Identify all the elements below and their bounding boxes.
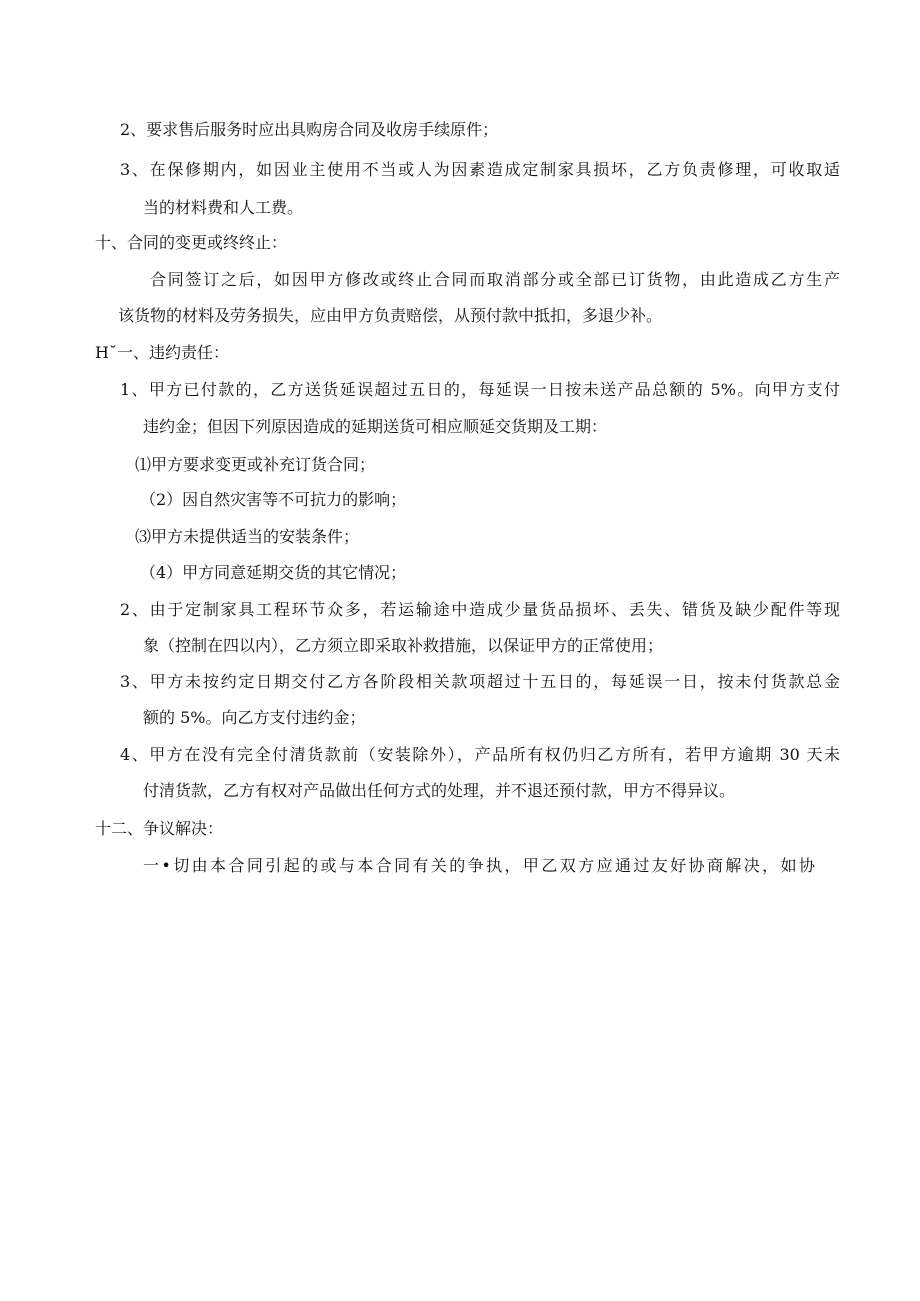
clause-11-item-1: 1、甲方已付款的，乙方送货延误超过五日的，每延误一日按未送产品总额的 5%。向甲方支付: [120, 380, 840, 399]
clause-11-item-3-cont: 额的 5%。向乙方支付违约金；: [143, 708, 366, 727]
clause-11-item-1-cont: 违约金；但因下列原因造成的延期送货可相应顺延交货期及工期：: [143, 417, 608, 436]
section-10-paragraph: 合同签订之后，如因甲方修改或终止合同而取消部分或全部已订货物，由此造成乙方生产: [150, 270, 840, 289]
clause-11-item-4: 4、甲方在没有完全付清货款前（安装除外），产品所有权仍归乙方所有，若甲方逾期 30 天未: [120, 745, 840, 764]
section-12-paragraph: 一•切由本合同引起的或与本合同有关的争执，甲乙双方应通过友好协商解决，如协: [143, 856, 815, 875]
sub-item-2: （2）因自然灾害等不可抗力的影响；: [140, 490, 407, 509]
clause-11-item-3: 3、甲方未按约定日期交付乙方各阶段相关款项超过十五日的，每延误一日，按未付货款总金: [120, 672, 840, 691]
sub-item-4: （4）甲方同意延期交货的其它情况；: [140, 563, 407, 582]
clause-9-item-3-cont: 当的材料费和人工费。: [143, 198, 304, 217]
section-11-heading: H˘一、违约责任：: [95, 343, 229, 362]
clause-11-item-2: 2、由于定制家具工程环节众多，若运输途中造成少量货品损坏、丢失、错货及缺少配件等现: [120, 600, 840, 619]
section-12-heading: 十二、争议解决：: [95, 819, 224, 838]
clause-11-item-2-cont: 象（控制在四以内），乙方须立即采取补救措施，以保证甲方的正常使用；: [143, 636, 664, 655]
section-10-paragraph-cont: 该货物的材料及劳务损失，应由甲方负责赔偿，从预付款中抵扣，多退少补。: [118, 306, 663, 325]
sub-item-1: ⑴甲方要求变更或补充订货合同；: [135, 455, 376, 474]
clause-11-item-4-cont: 付清货款，乙方有权对产品做出任何方式的处理，并不退还预付款，甲方不得异议。: [143, 781, 736, 800]
section-10-heading: 十、合同的变更或终终止：: [95, 233, 288, 252]
sub-item-3: ⑶甲方未提供适当的安装条件；: [135, 527, 360, 546]
clause-9-item-3: 3、在保修期内，如因业主使用不当或人为因素造成定制家具损坏，乙方负责修理，可收取适: [120, 160, 840, 179]
clause-9-item-2: 2、要求售后服务时应出具购房合同及收房手续原件；: [120, 120, 499, 139]
